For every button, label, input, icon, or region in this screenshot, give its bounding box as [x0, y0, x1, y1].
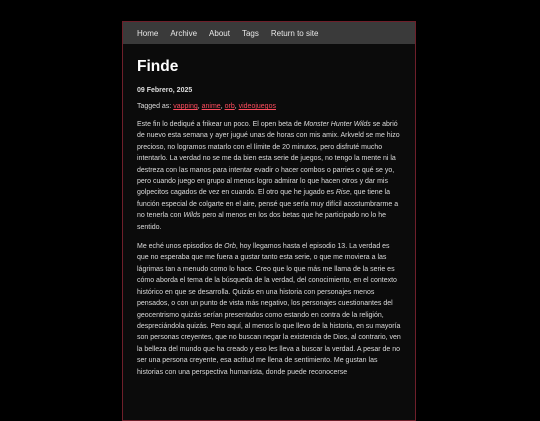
nav-home-link[interactable]: Home	[137, 28, 159, 38]
top-nav	[123, 22, 415, 44]
post-content	[123, 44, 415, 378]
post-paragraph-1	[137, 119, 401, 233]
tag-link-vapping[interactable]: vapping	[173, 103, 198, 110]
nav-archive-link[interactable]: Archive	[170, 28, 198, 38]
text-run: , hoy llegamos hasta el episodio 13. La verdad es que no esperaba que me fuera a gustar tanto esta serie, o que me moviera a las lágrimas tan a menudo como lo hace. Creo que lo que más me llama de la serie es cómo aborda el tema de la búsqueda de la verdad, del conocimiento, en el contexto histórico en que se desarrolla. Quizás en una historia con personajes menos pensados, o con un punto de vista más negativo, los personajes cuestionantes del geocentrismo quizás serían presentados como estando en contra de la religión, despreciándola quizás. Pero aquí, al menos lo que llevo de la historia, en su mayoría son personas creyentes, que no buscan negar la existencia de Dios, al contrario, ven la belleza del mundo que ha creado y eso les lleva a buscar la verdad. A pesar de no ser una persona creyente, esa actitud me llena de sentimiento. Me gustan las historias con una perspectiva humanista, donde puede reconocerse	[137, 243, 401, 376]
text-run: Este fin lo dediqué a frikear un poco. El open beta de	[137, 121, 304, 128]
post-page	[122, 21, 416, 421]
nav-tags-link[interactable]: Tags	[241, 28, 259, 38]
tag-link-anime[interactable]: anime	[201, 103, 221, 110]
post-title: Finde	[137, 58, 179, 75]
text-run: se abrió de nuevo esta semana y ayer jugué unas de horas con mis amix. Arkveld se me hizo precioso, no logramos matarlo con el límite de 20 minutos, pero disfruté mucho intentarlo. La verdad no se me da bien esta serie de juegos, no tengo la mente ni la destreza con las manos para intentar evadir o hacer combos o parries o qué se yo, pero cuando juego en grupo al menos logro admirar lo que hacen otros y dar mis golpecitos cagados de vez en cuando. El otro que he jugado es	[137, 121, 400, 197]
emphasized-text: Rise	[335, 189, 350, 197]
tag-link-videojuegos[interactable]: videojuegos	[238, 103, 276, 110]
post-tags: Tagged as: vapping, anime, orb, videojuegos	[137, 103, 276, 110]
nav-about-link[interactable]: About	[209, 28, 230, 38]
emphasized-text: Monster Hunter Wilds	[303, 121, 371, 128]
text-run: , que tiene la función especial de colgarte en el aire, pensé que sería muy difícil acostumbrarme a no tenerla con	[137, 189, 399, 220]
text-run: Me eché unos episodios de	[137, 243, 225, 251]
emphasized-text: Orb	[224, 243, 236, 251]
tag-link-orb[interactable]: orb	[224, 103, 235, 110]
emphasized-text: Wilds	[183, 212, 201, 220]
post-paragraph-2	[137, 241, 401, 378]
nav-return-link[interactable]: Return to site	[270, 28, 319, 38]
text-run: pero al menos en los dos betas que he participado no lo he sentido.	[137, 212, 387, 231]
tags-label: Tagged as:	[137, 103, 172, 110]
post-date: 09 Febrero, 2025	[137, 87, 193, 94]
